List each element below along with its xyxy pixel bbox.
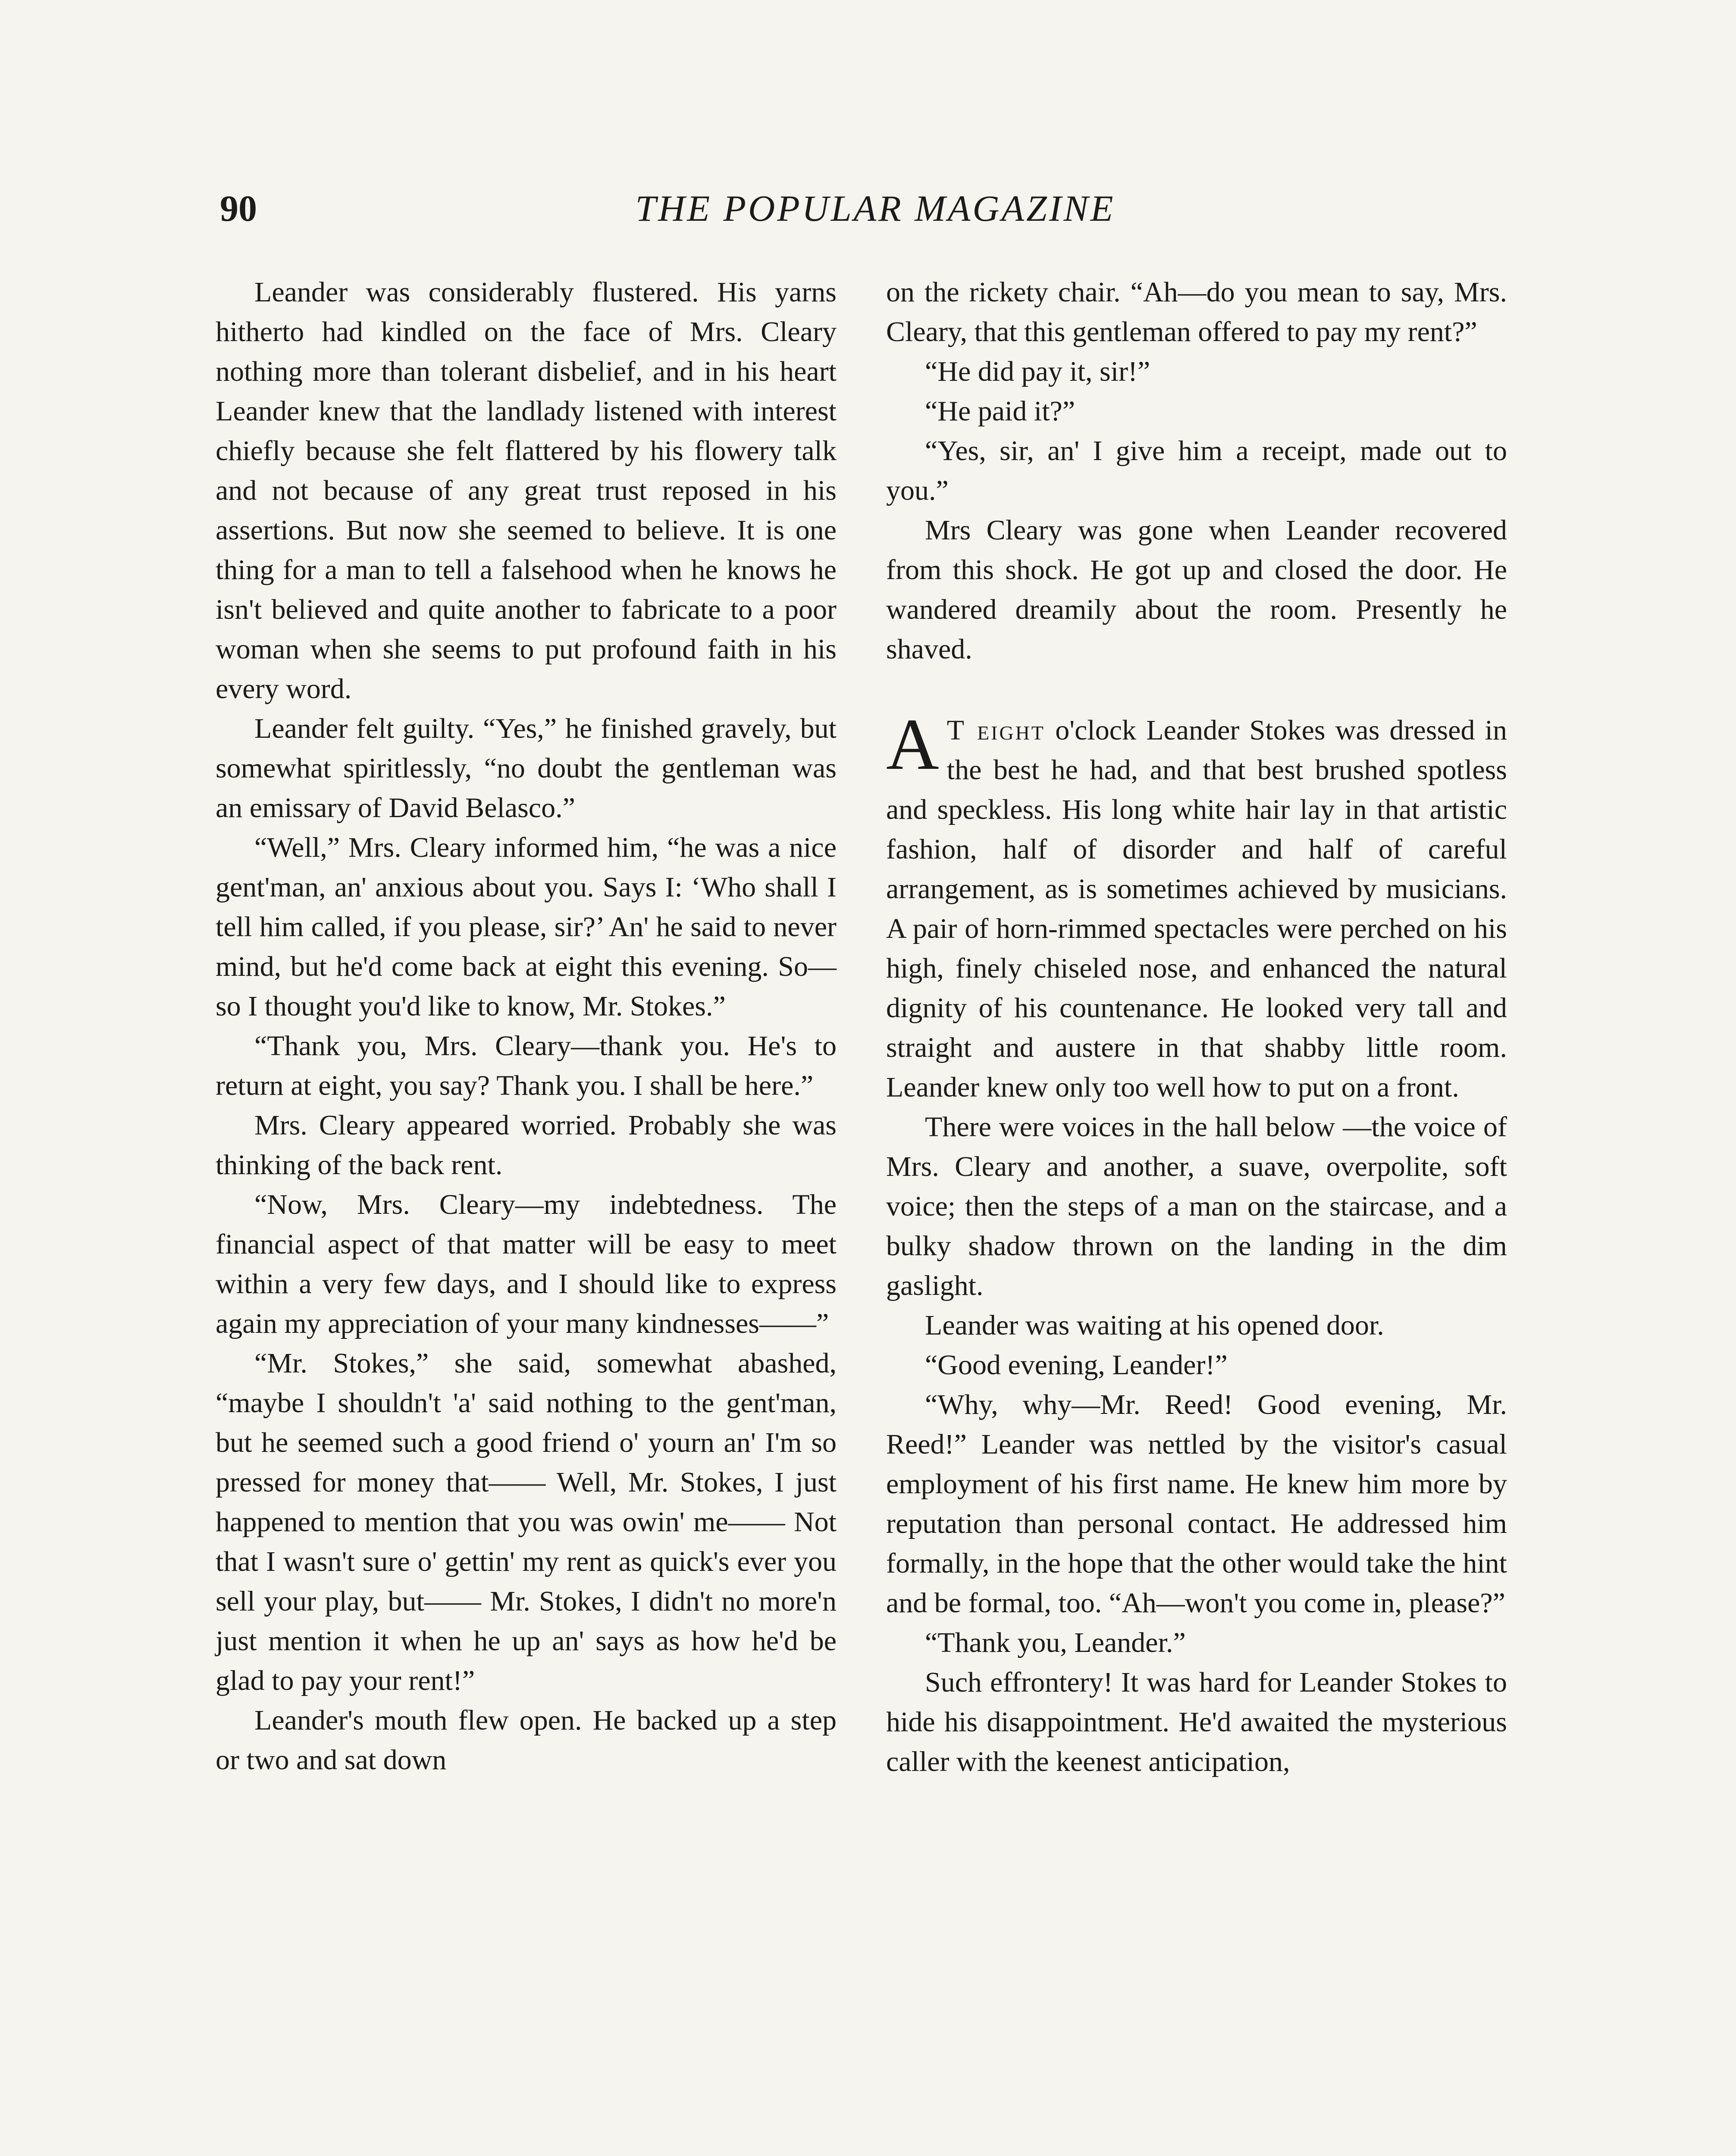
paragraph: “Thank you, Mrs. Cleary—thank you. He's to return at eight, you say? Thank you. I shall be here.” [216, 1030, 837, 1101]
right-column [886, 273, 1507, 1782]
left-column [216, 273, 837, 1780]
section-break [886, 669, 1507, 711]
paragraph: Mrs. Cleary appeared worried. Probably she was thinking of the back rent. [216, 1109, 837, 1181]
paragraph: There were voices in the hall below —the voice of Mrs. Cleary and another, a suave, overpolite, soft voice; then the steps of a man on the staircase, and a bulky shadow thrown on the landing in the dim gaslight. [886, 1111, 1507, 1301]
paragraph: “Now, Mrs. Cleary—my indebtedness. The financial aspect of that matter will be easy to meet within a very few days, and I should like to express again my appreciation of your many kindnesses——” [216, 1189, 837, 1339]
paragraph: “He paid it?” [925, 395, 1075, 427]
opening-text: o'clock Leander Stokes was dressed in the best he had, and that best brushed spotless and speckless. His long white hair lay in that artistic fashion, half of disorder and half of careful arrangement, as is sometimes achieved by musicians. A pair of horn-rimmed spectacles were perched on his high, finely chiseled nose, and enhanced the natural dignity of his countenance. He looked very tall and straight and austere in that shabby little room. Leander knew only too well how to put on a front. [886, 714, 1507, 1103]
paragraph: “Yes, sir, an' I give him a receipt, made out to you.” [886, 435, 1507, 506]
paragraph: Mrs Cleary was gone when Leander recovered from this shock. He got up and closed the door. He wandered dreamily about the room. Presently he shaved. [886, 514, 1507, 665]
running-title: THE POPULAR MAGAZINE [635, 188, 1116, 229]
paragraph: Such effrontery! It was hard for Leander Stokes to hide his disappointment. He'd awaited the mysterious caller with the keenest anticipation, [886, 1667, 1507, 1777]
paragraph: “Well,” Mrs. Cleary informed him, “he was a nice gent'man, an' anxious about you. Says I: ‘Who shall I tell him called, if you please, sir?’ An' he said to never mind, but he'd come back at eight this evening. So—so I thought you'd like to know, Mr. Stokes.” [216, 832, 837, 1022]
paragraph: Leander was considerably flustered. His yarns hitherto had kindled on the face of Mrs. Cleary nothing more than tolerant disbelief, and in his heart Leander knew that the landlady listened with interest chiefly because she felt flattered by his flowery talk and not because of any great trust reposed in his assertions. But now she seemed to believe. It is one thing for a man to tell a falsehood when he knows he isn't believed and quite another to fabricate to a poor woman when she seems to put profound faith in his every word. [216, 276, 837, 705]
section-opening-paragraph [886, 704, 1507, 1107]
small-caps-lead: T eight [946, 714, 1046, 746]
paragraph: Leander was waiting at his opened door. [925, 1310, 1384, 1341]
paragraph-continued: on the rickety chair. “Ah—do you mean to say, Mrs. Cleary, that this gentleman offered to pay my rent?” [886, 276, 1507, 348]
paragraph: “Thank you, Leander.” [925, 1627, 1186, 1658]
paragraph: “He did pay it, sir!” [925, 356, 1150, 387]
paragraph: Leander felt guilty. “Yes,” he finished gravely, but somewhat spiritlessly, “no doubt the gentleman was an emissary of David Belasco.” [216, 713, 837, 824]
drop-cap: A [886, 704, 939, 785]
paragraph: “Mr. Stokes,” she said, somewhat abashed, “maybe I shouldn't 'a' said nothing to the gent'man, but he seemed such a good friend o' yourn an' I'm so pressed for money that—— Well, Mr. Stokes, I just happened to mention that you was owin' me—— Not that I wasn't sure o' gettin' my rent as quick's ever you sell your play, but—— Mr. Stokes, I didn't no more'n just mention it when he up an' says as how he'd be glad to pay your rent!” [216, 1348, 837, 1696]
paragraph: “Good evening, Leander!” [925, 1349, 1228, 1381]
paragraph: Leander's mouth flew open. He backed up a step or two and sat down [216, 1705, 837, 1776]
page-number: 90 [220, 188, 257, 229]
paragraph: “Why, why—Mr. Reed! Good evening, Mr. Reed!” Leander was nettled by the visitor's casual employment of his first name. He knew him more by reputation than personal contact. He addressed him formally, in the hope that the other would take the hint and be formal, too. “Ah—won't you come in, please?” [886, 1389, 1507, 1619]
